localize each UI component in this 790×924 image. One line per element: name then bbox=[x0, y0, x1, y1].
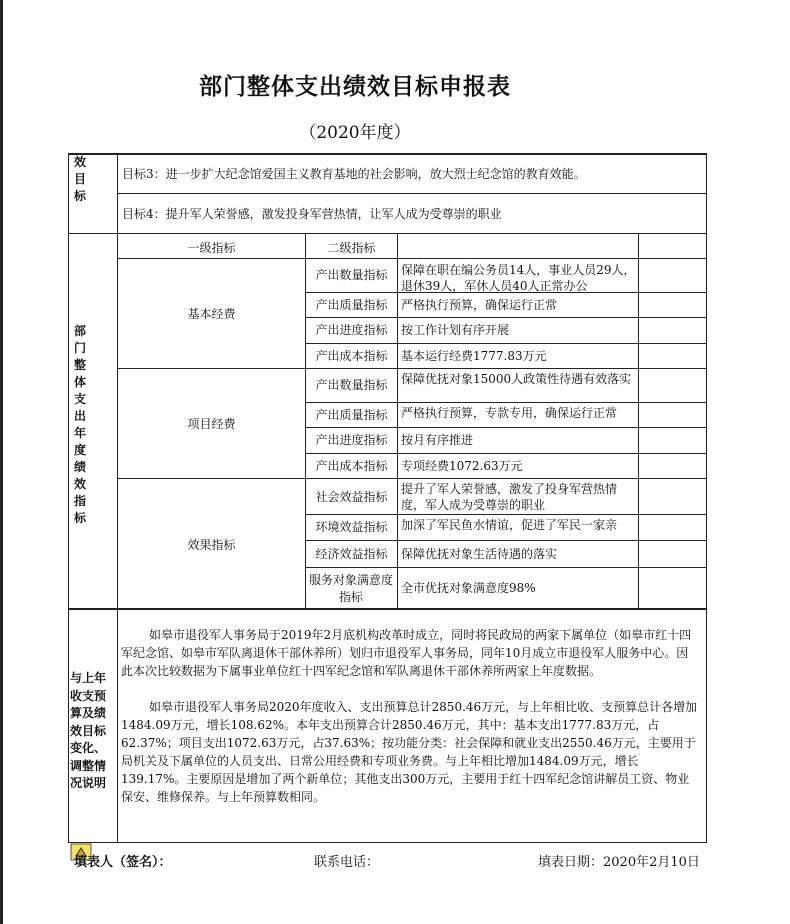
filler-signature-label: 填表人（签名）： bbox=[74, 855, 172, 870]
row-level2: 服务对象满意度指标 bbox=[308, 573, 393, 604]
contact-phone-label: 联系电话： bbox=[314, 855, 380, 870]
row-level2: 产出进度指标 bbox=[315, 433, 388, 447]
row-value: 严格执行预算，确保运行正常 bbox=[401, 298, 558, 312]
change-paragraph-1: 如皋市退役军人事务局于2019年2月底机构改革时成立，同时将民政局的两家下属单位（如皋市红十四军纪念馆、如皋市军队离退休干部休养所）划归市退役军人事务局，同年10月成立市退役军人服务中心。因此本次比较数据为下属事业单位红十四军纪念馆和军队离退休干部休养所两家上年度数据。 bbox=[121, 628, 692, 678]
report-year: （2020年度） bbox=[299, 123, 411, 143]
group-project-funding: 项目经费 bbox=[187, 417, 236, 431]
row-level2: 产出质量指标 bbox=[315, 298, 388, 312]
row-level2: 产出成本指标 bbox=[315, 349, 388, 363]
row-value: 全市优抚对象满意度98% bbox=[401, 581, 536, 595]
row-value: 保障在职在编公务员14人，事业人员29人，退休39人，军休人员40人正常办公 bbox=[401, 263, 636, 292]
section-label-changes: 与上年 收支预 算及绩 效目标 变化、 调整情 况说明 bbox=[70, 671, 107, 790]
row-value: 按月有序推进 bbox=[401, 433, 474, 447]
section-label-goals: 效 目 标 bbox=[74, 155, 87, 203]
header-level1: 一级指标 bbox=[187, 241, 236, 255]
goal-3: 目标3：进一步扩大纪念馆爱国主义教育基地的社会影响，放大烈士纪念馆的教育效能。 bbox=[122, 167, 586, 181]
fill-date: 填表日期：2020年2月10日 bbox=[538, 855, 700, 870]
row-level2: 产出进度指标 bbox=[315, 323, 388, 337]
header-level2: 二级指标 bbox=[327, 241, 376, 255]
row-level2: 社会效益指标 bbox=[315, 490, 388, 504]
row-value: 提升了军人荣誉感，激发了投身军营热情度，军人成为受尊崇的职业 bbox=[401, 482, 618, 512]
change-paragraph-2: 如皋市退役军人事务局2020年度收入、支出预算总计2850.46万元，与上年相比收、支预算总计各增加1484.09万元，增长108.62%。本年支出预算合计2850.46万元，其中：基本支出1777.83万元，占62.37%；项目支出1072.63万元，占37.63%；按功能分类：社会保障和就业支出2550.46万元，主要用于局机关及下属单位的人员支出、日常公用经费和专项业务费。与上年相比增加1484.09万元，增长139.17%。主要原因是增加了两个新单位；其他支出300万元，主要用于红十四军纪念馆讲解员工资、物业保安、维修保养。与上年预算数相同。 bbox=[121, 700, 698, 804]
row-level2: 产出质量指标 bbox=[315, 408, 388, 422]
row-value: 按工作计划有序开展 bbox=[401, 323, 510, 337]
row-value: 专项经费1072.63万元 bbox=[401, 459, 523, 473]
row-level2: 产出数量指标 bbox=[315, 268, 388, 282]
row-level2: 环境效益指标 bbox=[315, 520, 388, 534]
page-title: 部门整体支出绩效目标申报表 bbox=[199, 74, 511, 100]
goal-4: 目标4：提升军人荣誉感，激发投身军营热情，让军人成为受尊崇的职业 bbox=[122, 207, 502, 221]
row-value: 保障优抚对象生活待遇的落实 bbox=[401, 547, 558, 561]
row-level2: 产出成本指标 bbox=[315, 459, 388, 473]
group-effect-indicators: 效果指标 bbox=[187, 538, 236, 552]
row-value: 保障优抚对象15000人政策性待遇有效落实 bbox=[401, 372, 632, 386]
row-value: 加深了军民鱼水情谊，促进了军民一家亲 bbox=[401, 518, 618, 532]
row-value: 基本运行经费1777.83万元 bbox=[401, 349, 547, 363]
row-value: 严格执行预算，专款专用，确保运行正常 bbox=[401, 406, 618, 420]
section-label-indicators: 部 门 整 体 支 出 年 度 绩 效 指 标 bbox=[74, 324, 87, 525]
row-level2: 经济效益指标 bbox=[315, 547, 388, 561]
row-level2: 产出数量指标 bbox=[315, 378, 388, 392]
group-basic-funding: 基本经费 bbox=[187, 307, 236, 321]
